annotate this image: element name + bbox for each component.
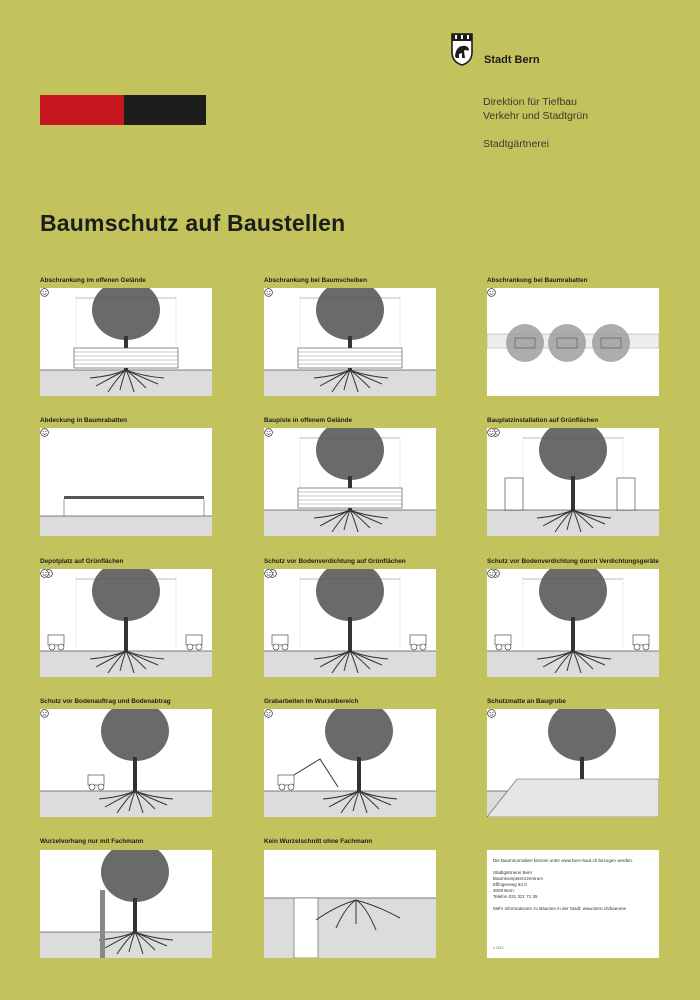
info-download-line: Die Baumnormalien können unter www.bern-baut.ch bezogen werden. [493, 858, 634, 863]
tree-crown-plan [548, 324, 586, 362]
happy-face-icon [487, 709, 496, 718]
vehicle-illustration [633, 635, 649, 650]
vehicle-illustration [48, 635, 64, 650]
fence-illustration [298, 488, 402, 508]
illustration-panel-12 [487, 709, 659, 817]
soil-layer [40, 791, 212, 817]
soil-layer [40, 651, 212, 677]
info-address-1: Stadtgärtnerei Bern [493, 870, 533, 875]
dept-line1: Direktion für Tiefbau [483, 96, 577, 108]
illustration-panel-1 [40, 288, 212, 396]
tree-crown-plan [506, 324, 544, 362]
panel-title-8: Schutz vor Bodenverdichtung auf Grünflächen [264, 558, 406, 565]
soil-layer [264, 651, 436, 677]
bern-crest-icon [450, 32, 474, 66]
panel-title-11: Grabarbeiten im Wurzelbereich [264, 698, 359, 705]
soil-layer [264, 791, 436, 817]
panel-title-7: Depotplatz auf Grünflächen [40, 558, 124, 565]
stadt-bern-logo [450, 32, 600, 72]
info-box [493, 858, 655, 912]
illustration-panel-13 [40, 850, 212, 958]
illustration-panel-5 [264, 428, 436, 536]
happy-face-icon [264, 428, 273, 437]
illustration-panel-9 [487, 569, 659, 677]
happy-face-icon [40, 428, 49, 437]
soil-layer [40, 932, 212, 958]
info-address-3: Effingerweg 84.0 [493, 882, 527, 887]
happy-face-icon [487, 288, 496, 297]
panel-title-4: Abdeckung in Baumrabatten [40, 417, 127, 424]
panel-title-14: Kein Wurzelschnitt ohne Fachmann [264, 838, 373, 845]
soil-layer [487, 651, 659, 677]
color-bar [40, 95, 206, 125]
color-bar-red [40, 95, 124, 125]
department-block [483, 95, 588, 151]
happy-face-icon [264, 569, 273, 578]
vehicle-illustration [186, 635, 202, 650]
vehicle-illustration [410, 635, 426, 650]
tree-crown-plan [592, 324, 630, 362]
panel-title-6: Bauplatzinstallation auf Grünflächen [487, 417, 599, 424]
info-address-2: Baumkompetenzzentrum [493, 876, 544, 881]
soil-layer [264, 898, 436, 958]
vehicle-illustration [495, 635, 511, 650]
soil-layer [264, 370, 436, 396]
panel-title-13: Wurzelvorhang nur mit Fachmann [40, 838, 144, 845]
soil-layer [487, 510, 659, 536]
info-panel [487, 850, 659, 958]
panel-title-1: Abschrankung im offenen Gelände [40, 277, 146, 284]
info-code: 1.2012 [493, 946, 504, 950]
info-more-line: Mehr Informationen zu Bäumen in der Stadt: www.bern.ch/baeume [493, 906, 627, 911]
happy-face-icon [264, 709, 273, 718]
panel-title-9: Schutz vor Bodenverdichtung durch Verdichtungsgeräte [487, 558, 659, 565]
vehicle-illustration [272, 635, 288, 650]
page-title: Baumschutz auf Baustellen [40, 210, 346, 236]
happy-face-icon [40, 569, 49, 578]
color-bar-black [124, 95, 206, 125]
logo-text: Stadt Bern [484, 54, 540, 66]
soil-layer [40, 370, 212, 396]
dept-line2: Verkehr und Stadtgrün [483, 110, 589, 122]
info-phone: Telefon 031 321 71 35 [493, 894, 538, 899]
info-address-4: 3008 Bern [493, 888, 514, 893]
illustration-panel-11 [264, 709, 436, 817]
happy-face-icon [487, 569, 496, 578]
panel-title-3: Abschrankung bei Baumrabatten [487, 277, 588, 284]
illustration-panel-8 [264, 569, 436, 677]
unit-line: Stadtgärtnerei [483, 138, 549, 150]
soil-layer [40, 516, 212, 536]
illustration-panel-7 [40, 569, 212, 677]
illustration-panel-14 [264, 850, 436, 958]
illustration-panel-2 [264, 288, 436, 396]
illustration-panel-3 [487, 288, 659, 396]
illustration-panel-6 [487, 428, 659, 536]
panel-title-5: Baupiste in offenem Gelände [264, 417, 353, 424]
excavation-pit [294, 898, 318, 958]
panel-title-2: Abschrankung bei Baumscheiben [264, 277, 367, 284]
vehicle-illustration [88, 775, 104, 790]
fence-illustration [74, 348, 178, 368]
illustration-panel-4 [40, 428, 212, 536]
happy-face-icon [487, 428, 496, 437]
panel-title-12: Schutzmatte an Baugrube [487, 698, 566, 705]
illustration-panel-10 [40, 709, 212, 817]
sad-face-icon [40, 709, 49, 718]
happy-face-icon [40, 288, 49, 297]
happy-face-icon [264, 288, 273, 297]
soil-layer [264, 510, 436, 536]
cover-plate [64, 496, 204, 499]
root-curtain-wall [100, 890, 105, 958]
panel-title-10: Schutz vor Bodenauftrag und Bodenabtrag [40, 698, 171, 705]
fence-illustration [298, 348, 402, 368]
vehicle-illustration [278, 775, 294, 790]
